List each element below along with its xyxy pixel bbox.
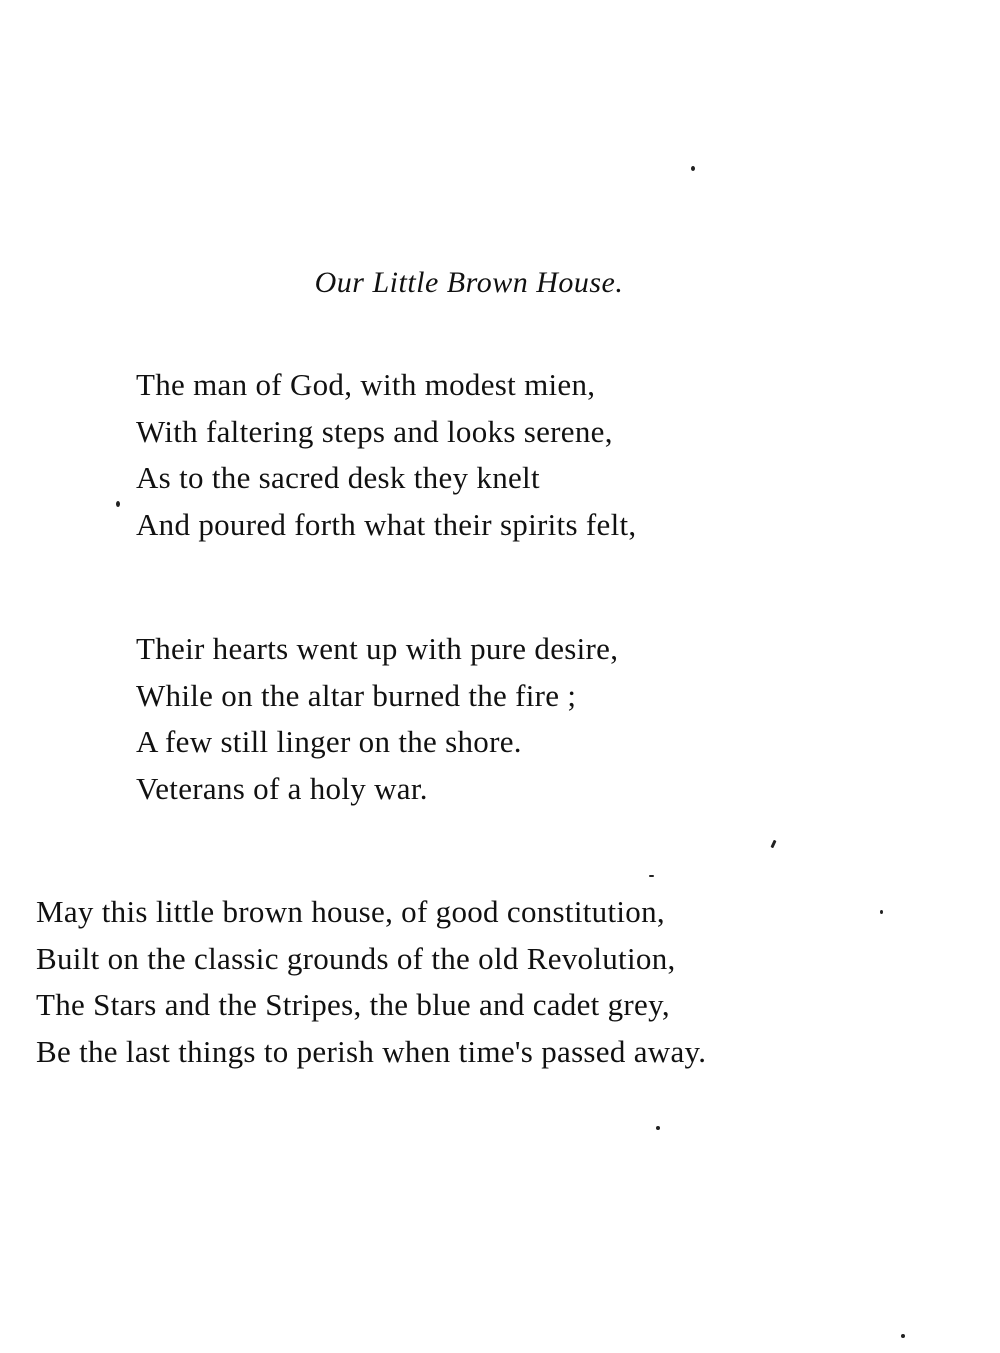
poem-line: Be the last things to perish when time's passed away. (36, 1033, 707, 1069)
print-speck (901, 1334, 905, 1338)
poem-line: May this little brown house, of good constitution, (36, 894, 665, 929)
stanza-2 (136, 626, 618, 812)
print-speck (116, 501, 120, 507)
print-speck (880, 910, 883, 914)
print-speck (656, 1126, 660, 1130)
print-speck (770, 840, 776, 849)
poem-title: Our Little Brown House. (314, 266, 624, 299)
poem-line: The man of God, with modest mien, (136, 367, 596, 402)
print-speck (649, 875, 654, 877)
poem-line: With faltering steps and looks serene, (136, 413, 613, 449)
poem-line: While on the altar burned the fire ; (136, 677, 577, 713)
poem-line: The Stars and the Stripes, the blue and cadet grey, (36, 987, 670, 1022)
poem-line: Veterans of a holy war. (136, 770, 428, 806)
poem-line: As to the sacred desk they knelt (136, 460, 540, 495)
stanza-1 (136, 362, 636, 548)
print-speck (691, 166, 695, 171)
poem-line: Their hearts went up with pure desire, (136, 631, 619, 666)
poem-line: And poured forth what their spirits felt, (136, 506, 637, 542)
poem-line: Built on the classic grounds of the old Revolution, (36, 940, 676, 976)
stanza-3 (36, 889, 706, 1075)
poem-line: A few still linger on the shore. (136, 724, 522, 759)
